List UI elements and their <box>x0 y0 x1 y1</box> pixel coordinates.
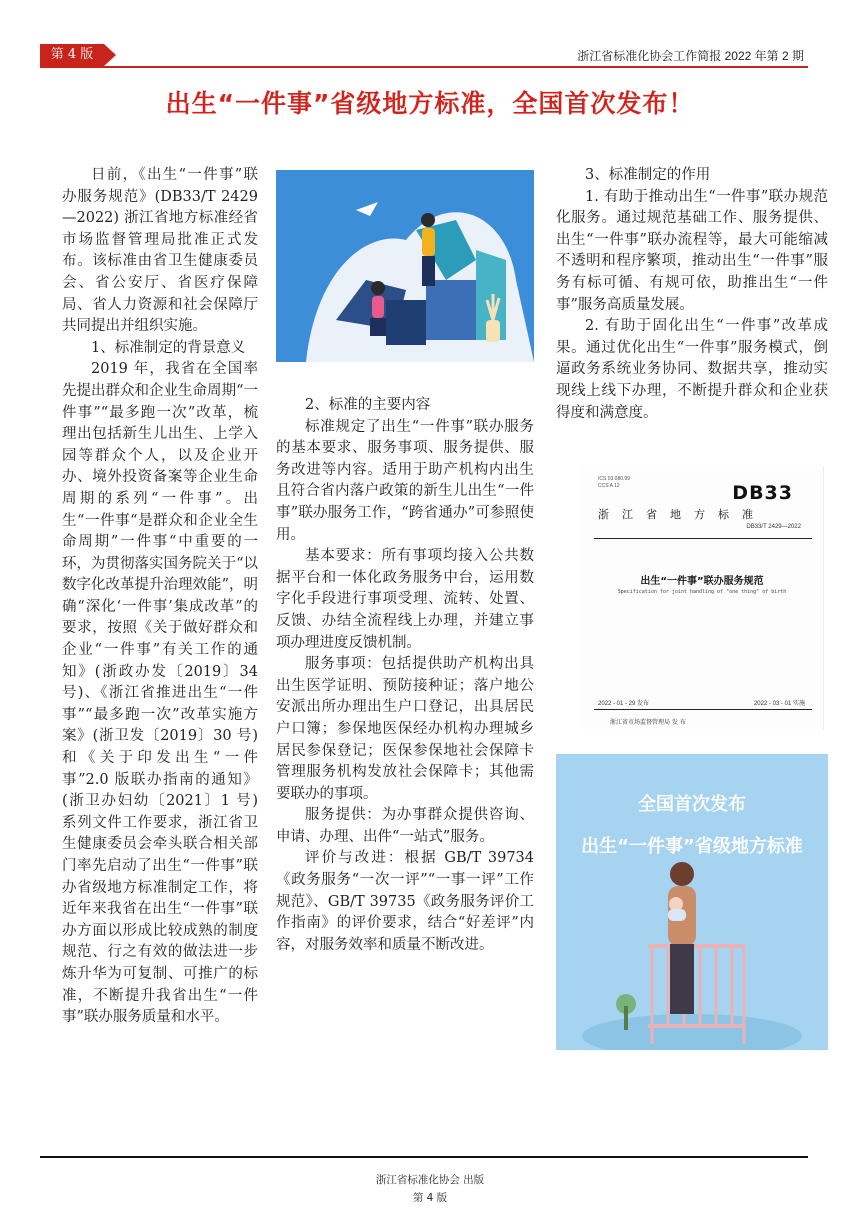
paragraph-role-1: 1. 有助于推动出生“一件事”联办规范化服务。通过规范基础工作、服务提供、出生“一件事”联办流程等，最大可能缩减不透明和程序繁项，推动出生“一件事”服务有标可循、有规可依，助推出生“一件事”服务高质量发展。 <box>556 188 828 313</box>
paragraph-intro: 日前，《出生“一件事”联办服务规范》(DB33/T 2429—2022) 浙江省地方标准经省市场监督管理局批准正式发布。该标准由省卫生健康委员会、省公安厅、省医疗保障局、省人力资源和社会保障厅共同提出并组织实施。 <box>62 167 258 335</box>
paragraph-basic-requirements: 基本要求：所有事项均接入公共数据平台和一体化政务服务中台，运用数字化手段进行事项受理、流转、处置、反馈、办结全流程线上办理，并建立事项办理进度反馈机制。 <box>276 548 534 651</box>
paragraph-scope: 标准规定了出生“一件事”联办服务的基本要求、服务事项、服务提供、服务改进等内容。适用于助产机构内出生且符合省内落户政策的新生儿出生“一件事”联办服务工作，“跨省通办”可参照使用。 <box>276 418 534 543</box>
section-heading-role: 3、标准制定的作用 <box>585 167 711 183</box>
puzzle-illustration <box>276 170 534 362</box>
poster-line-1: 全国首次发布 <box>638 794 746 815</box>
cover-standard-type: 浙江省地方标准 <box>598 508 766 521</box>
cover-english-title: Specification for joint handling of "one thing" of birth <box>617 589 787 595</box>
footer-publisher: 浙江省标准化协会 出版 <box>375 1174 485 1186</box>
bulletin-title: 浙江省标准化协会工作简报 2022 年第 2 期 <box>577 49 804 63</box>
section-heading-background: 1、标准制定的背景意义 <box>91 339 246 356</box>
poster-line-2: 出生“一件事”省级地方标准 <box>581 836 803 857</box>
header-rule <box>40 66 808 68</box>
cover-top-rule <box>594 538 812 539</box>
cover-db-mark: DB33 <box>732 482 793 504</box>
paragraph-service-items: 服务事项：包括提供助产机构出具出生医学证明、预防接种证；落户地公安派出所办理出生户口登记，出具居民户口簿；参保地医保经办机构办理城乡居民参保登记；医保参保地社会保障卡管理服务机构发放社会保障卡；其他需要联办的事项。 <box>276 656 534 802</box>
standard-cover-image <box>580 466 824 730</box>
paragraph-service-provision: 服务提供：为办事群众提供咨询、申请、办理、出件“一站式”服务。 <box>276 807 534 845</box>
cover-ccs: CCS A 12 <box>598 483 620 489</box>
footer-page-number: 第 4 版 <box>412 1192 448 1204</box>
footer-rule <box>40 1156 808 1158</box>
right-column <box>556 165 828 424</box>
page-number-tag: 第 4 版 <box>40 44 104 66</box>
cover-title: 出生“一件事”联办服务规范 <box>640 576 764 587</box>
section-heading-content: 2、标准的主要内容 <box>305 397 431 413</box>
middle-column <box>276 395 534 956</box>
puzzle-people-illustration <box>276 170 534 362</box>
cover-implement-date: 2022 - 03 - 01 实施 <box>753 701 805 707</box>
cover-ics: ICS 03.080.99 <box>598 476 630 482</box>
paragraph-role-2: 2. 有助于固化出生“一件事”改革成果。通过优化出生“一件事”服务模式，倒逼政务系统业务协同、数据共享，推动实现线上线下办理，不断提升群众和企业获得度和满意度。 <box>556 318 828 421</box>
cover-issuer: 浙江省市场监督管理局 发 布 <box>610 719 686 726</box>
cover-issue-date: 2022 - 01 - 29 发布 <box>598 701 650 707</box>
cover-standard-code: DB33/T 2429—2022 <box>746 524 801 530</box>
cover-bottom-rule <box>594 709 812 710</box>
left-column <box>62 165 258 1029</box>
page-header <box>40 44 808 66</box>
paragraph-background: 2019 年，我省在全国率先提出群众和企业生命周期“一件事”“最多跑一次”改革，梳理出包括新生儿出生、上学入园等群众个人，以及企业开办、境外投资备案等企业生命周期的系列“一件事”。出生“一件事“是群众和企业全生命周期”一件事“中重要的一环，为贯彻落实国务院关于“以数字化改革提升治理效能”，明确“深化‘一件事’集成改革”的要求，按照《关于做好群众和企业“一件事”有关工作的通知》(浙政办发〔2019〕34 号)、《浙江省推进出生“一件事”“最多跑一次”改革实施方案》(浙卫发〔2019〕30 号)和《关于印发出生“一件事”2.0 版联办指南的通知》(浙卫办妇幼〔2021〕1 号) 系列文件工作要求，浙江省卫生健康委员会牵头联合相关部门率先启动了出生“一件事”联办省级地方标准制定工作，将近年来我省在出生“一件事”联办方面以形成比较成熟的制度规范、行之有效的做法进一步炼升华为可复制、可推广的标准，不断提升我省出生“一件事”联办服务质量和水平。 <box>62 361 258 1026</box>
announcement-poster <box>556 754 828 1050</box>
article-headline: 出生“一件事”省级地方标准，全国首次发布！ <box>165 89 695 118</box>
paragraph-evaluation: 评价与改进：根据 GB/T 39734《政务服务“一次一评”“一事一评”工作规范》、GB/T 39735《政务服务评价工作指南》的评价要求，结合“好差评”内容，对服务效率和质量不断改进。 <box>276 850 534 953</box>
